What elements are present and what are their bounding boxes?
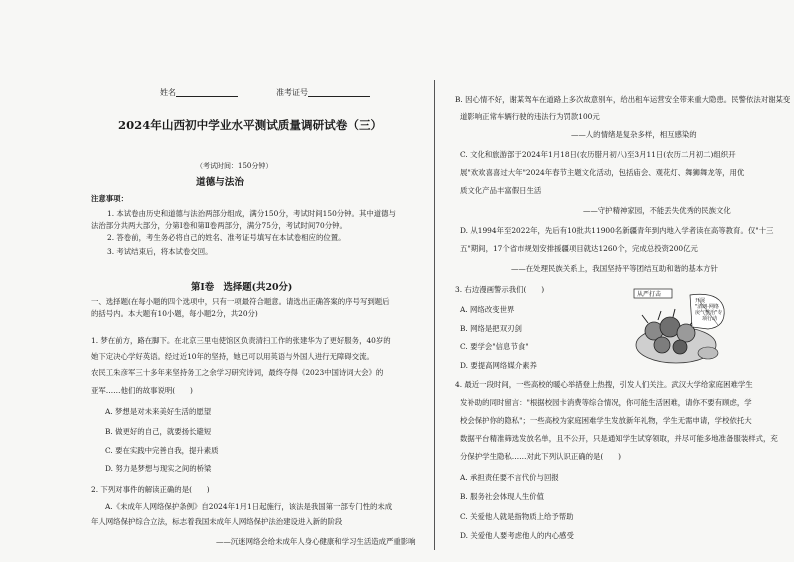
q1-stem: 农民工朱彦军三十多年来坚持务工之余学习研究诗词，最终夺得《2023中国诗词大会》的	[91, 368, 384, 377]
q2-option-c: 质文化产品丰富假日生活	[460, 186, 542, 195]
notes-line: 3. 考试结束后，将本试卷交回。	[107, 247, 213, 256]
q1-stem: 她下定决心学好英语。经过近10年的坚持，她已可以用英语与外国人进行无障碍交流。	[91, 352, 374, 361]
section-title: 第Ⅰ卷 选择题(共20分)	[191, 282, 293, 293]
cartoon-illustration	[628, 287, 728, 367]
section-instruction: 一、选择题(在每小题的四个选项中，只有一项最符合题意。请选出正确答案的序号写到题后	[91, 297, 390, 306]
q4-option-b: B. 服务社会体现人生价值	[460, 492, 545, 501]
exam-time: （考试时间：150分钟）	[196, 162, 273, 170]
q3-option-b: B. 网络是把双刃剑	[460, 324, 522, 333]
cartoon-label: 从严打击	[637, 291, 662, 298]
cartoon-label: 开展	[695, 298, 706, 304]
cartoon-drawing	[628, 287, 728, 367]
exam-no-field	[276, 87, 370, 97]
section-instruction: 的括号内。本大题有10小题，每小题2分，共20分)	[91, 309, 258, 318]
q3-option-d: D. 要提高网络媒介素养	[460, 361, 537, 370]
q2-option-c-quote: ——守护精神家园，不能丢失优秀的民族文化	[583, 206, 731, 215]
q1-option-a: A. 梦想是对未来美好生活的愿望	[105, 407, 212, 416]
q4-stem: 4. 最近一段时间，一些高校的暖心举措登上热搜，引发人们关注。武汉大学给家庭困难学生	[455, 380, 753, 389]
q2-option-a-quote: ——沉迷网络会给未成年人身心健康和学习生活造成严重影响	[216, 537, 416, 546]
q3-stem: 3. 右边漫画警示我们( )	[455, 285, 545, 294]
q4-stem: 分保护学生隐私……对此下列认识正确的是( )	[460, 452, 621, 461]
q2-option-a: 年人网络保护综合立法，标志着我国未成年人网络保护法治建设进入新的阶段	[91, 517, 343, 526]
column-divider	[434, 80, 435, 550]
cartoon-label: 项行动	[702, 316, 718, 322]
q4-option-c: C. 关爱他人就是指物质上给予帮助	[460, 512, 574, 521]
q1-option-b: B. 做更好的自己，就要扬长避短	[105, 427, 212, 436]
q1-option-d: D. 努力是梦想与现实之间的桥梁	[105, 464, 212, 473]
notes-line: 1. 本试卷由历史和道德与法治两部分组成，满分150分，考试时间150分钟。其中道德与	[107, 209, 396, 218]
q2-option-b: B. 因心情不好，谢某驾车在道路上多次故意别车，给出租车运营安全带来重大隐患。民警依法对谢某变	[455, 95, 791, 104]
q2-option-a: A.《未成年人网络保护条例》自2024年1月1日起施行，该法是我国第一部专门性的未成	[105, 502, 393, 511]
q2-option-c: C. 文化和旅游部于2024年1月18日(农历腊月初八)至3月11日(农历二月初二)组织开	[460, 150, 736, 159]
q2-option-d-quote: ——在处理民族关系上，我国坚持平等团结互助和谐的基本方针	[511, 264, 718, 273]
q2-option-b: 道影响正常车辆行驶的违法行为罚款100元	[460, 112, 600, 121]
q1-option-c: C. 要在实践中完善自我，提升素质	[105, 446, 219, 455]
subject-title: 道德与法治	[196, 177, 244, 188]
q3-option-a: A. 网络改变世界	[460, 305, 515, 314]
name-label: 姓名	[160, 88, 176, 97]
exam-title: 2024年山西初中学业水平测试质量调研试卷（三）	[118, 118, 383, 132]
q4-stem: 发补助的同时留言："根据校园卡消费等综合情况，你可能生活困难，请你不要有顾虑，学	[460, 398, 752, 407]
q2-stem: 2. 下列对事件的解读正确的是( )	[91, 485, 210, 494]
q2-option-b-quote: ——人的情绪是复杂多样，相互感染的	[571, 130, 697, 139]
q1-stem: 1. 梦在前方，路在脚下。在北京三里屯使馆区负责清扫工作的张建华为了更好服务，40岁的	[91, 336, 391, 345]
q4-option-a: A. 承担责任要不言代价与回报	[460, 473, 559, 482]
notes-line: 2. 答卷前，考生务必将自己的姓名、准考证号填写在本试卷相应的位置。	[107, 233, 346, 242]
notes-heading: 注意事项：	[91, 194, 128, 203]
cartoon-label: 戾气整治"专	[695, 310, 723, 316]
q2-option-d: 五"期间，17个省市规划安排援疆项目就达1260个，完成总投资200亿元	[460, 244, 698, 253]
exam-no-blank	[308, 87, 370, 97]
q4-stem: 数据平台精准筛选发放名单，且不公开，只是通知学生试穿领取，并尽可能多地准备服装样式，充	[460, 434, 778, 443]
name-blank	[176, 87, 238, 97]
q4-stem: 校会保护你的隐私"；一些高校为家庭困难学生发放新年礼物，学生无需申请，学校依托大	[460, 416, 752, 425]
q3-option-c: C. 要学会"信息节食"	[460, 342, 529, 351]
q2-option-c: 展"欢欢喜喜过大年"2024年春节主题文化活动，包括庙会、观花灯、舞狮舞龙等，用优	[460, 168, 745, 177]
q4-option-d: D. 关爱他人要考虑他人的内心感受	[460, 531, 574, 540]
notes-line: 法治部分共两大部分，分第Ⅰ卷和第Ⅱ卷两部分，满分75分，考试时间70分钟。	[91, 221, 347, 230]
q2-option-d: D. 从1994年至2022年，先后有10批共11900名新疆青年到内地入学者读在高等教育。仅"十三	[460, 226, 774, 235]
exam-no-label: 准考证号	[276, 88, 308, 97]
name-field	[160, 87, 238, 97]
cartoon-label: "清朗·网络	[695, 304, 719, 310]
q1-stem: 亚军……他们的故事说明( )	[91, 386, 193, 395]
